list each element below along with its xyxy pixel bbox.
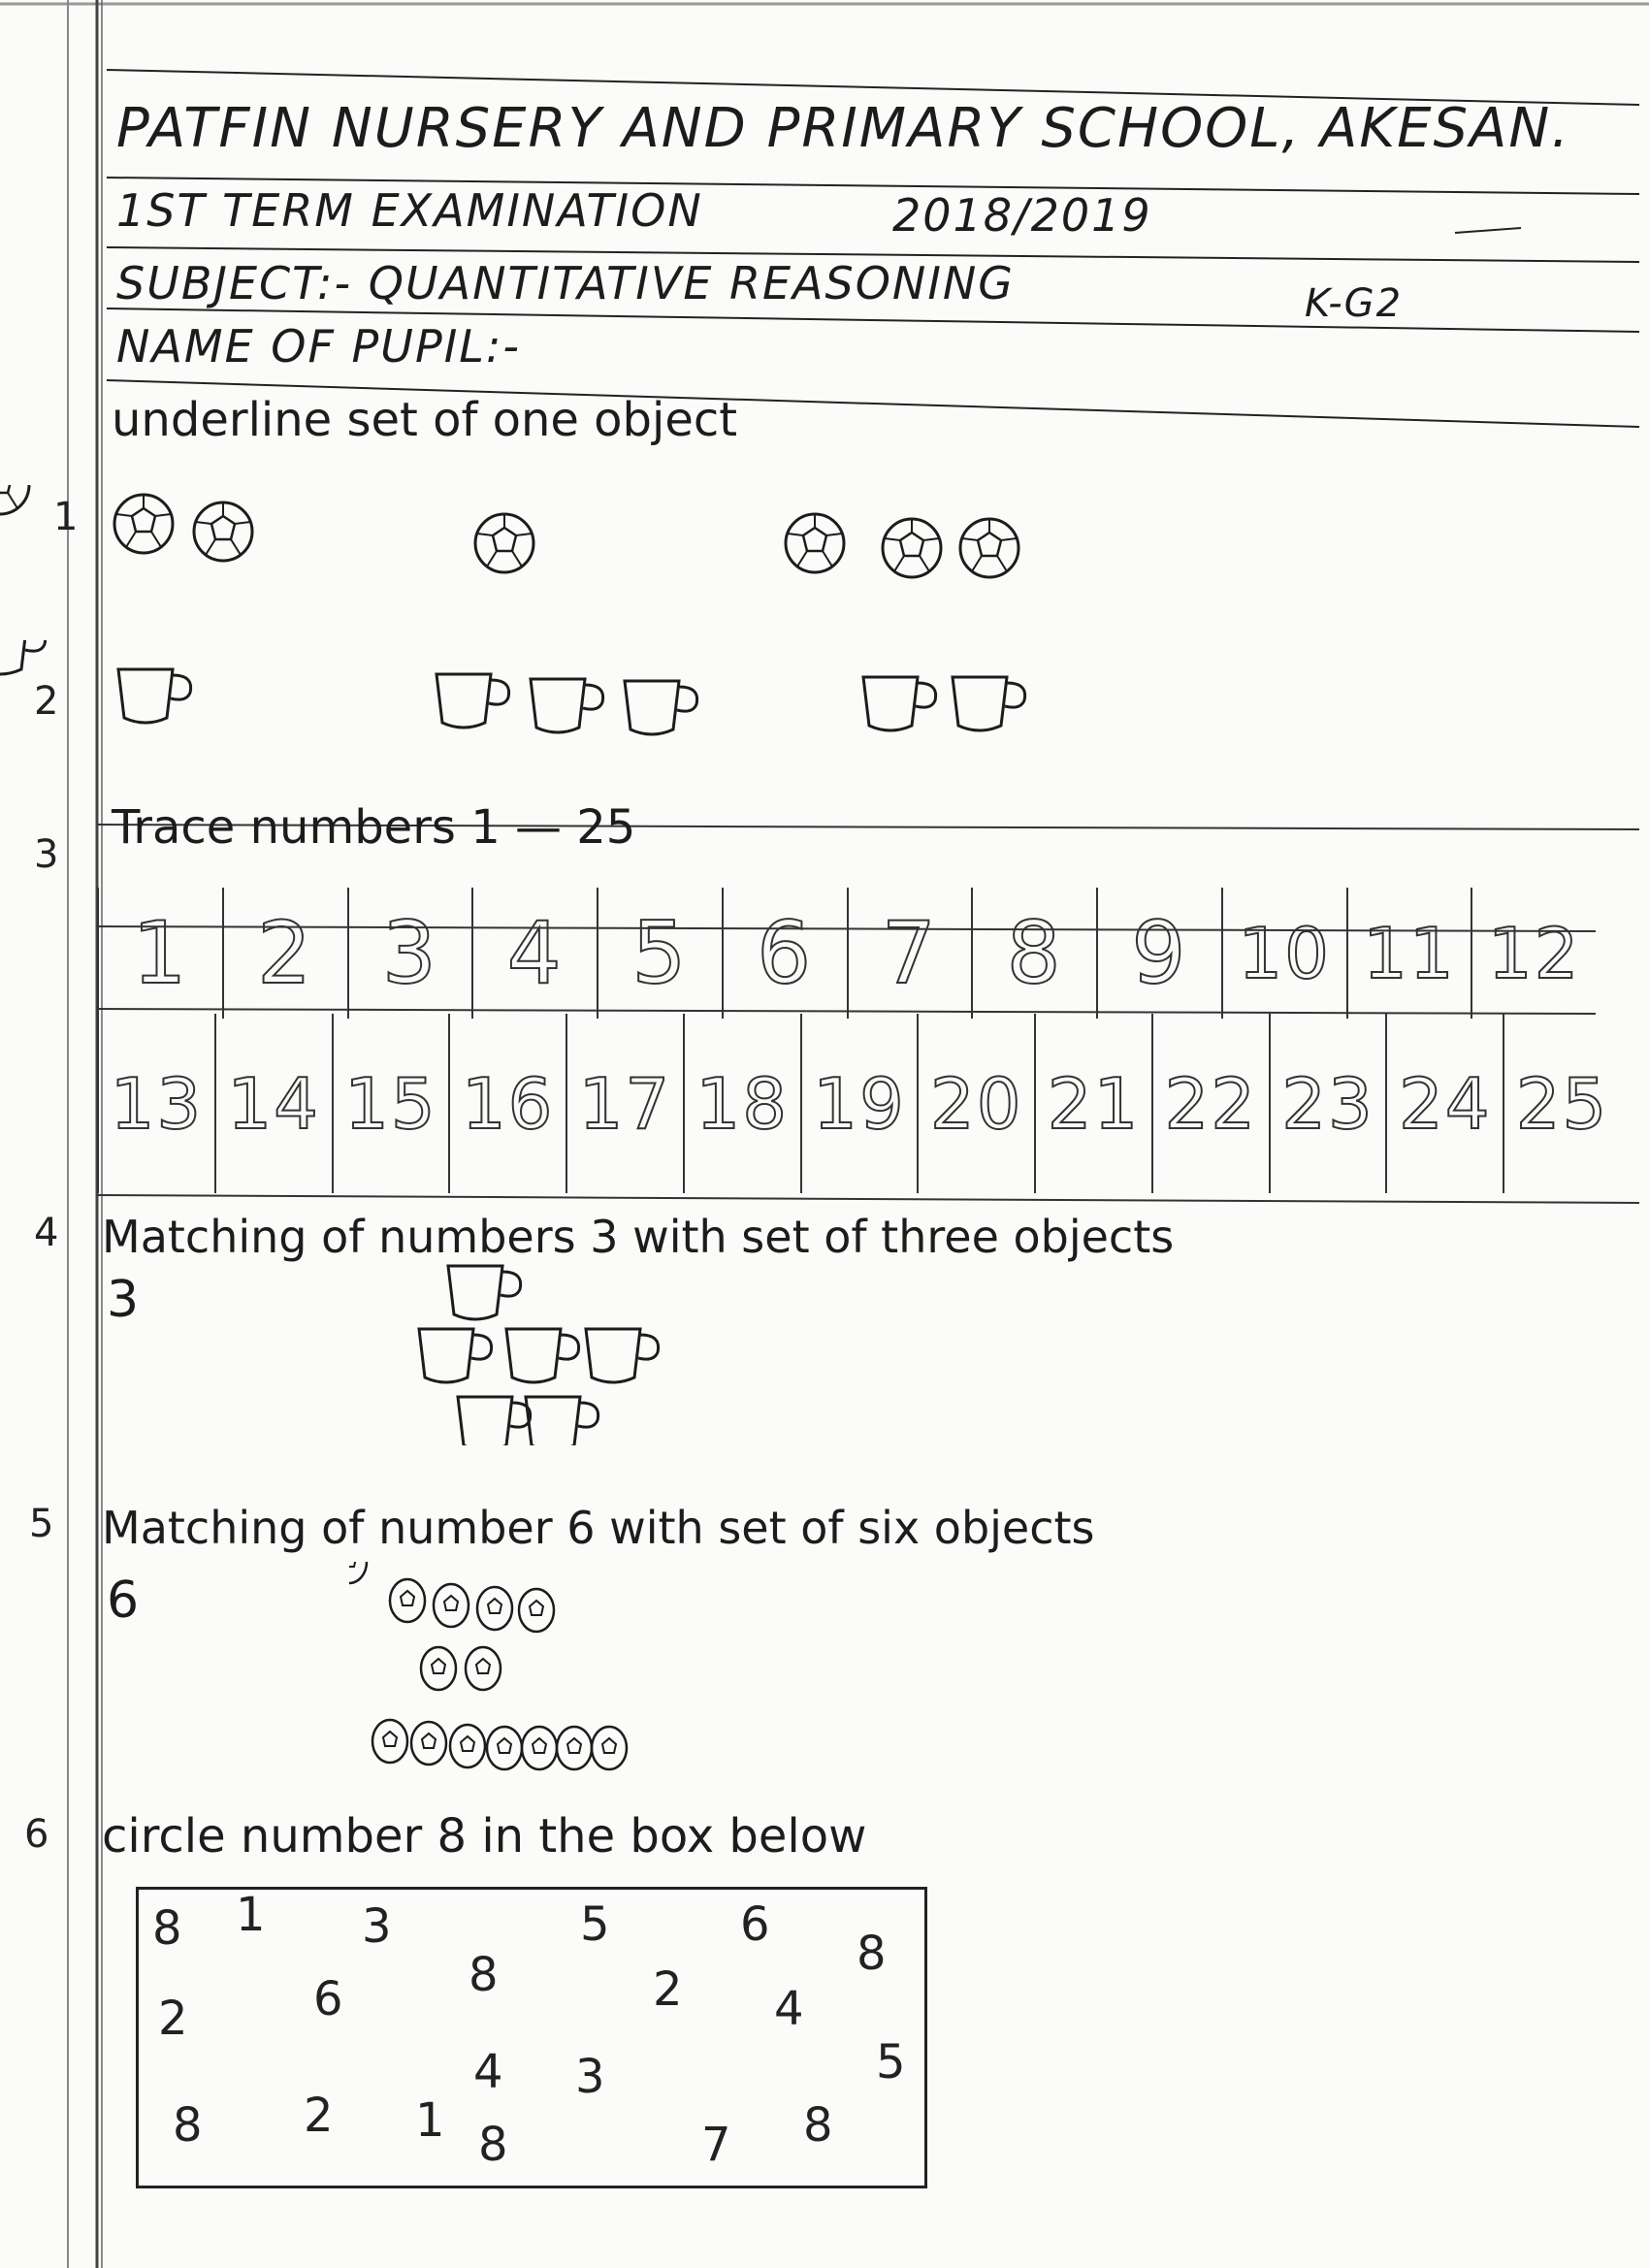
trace-cell[interactable]: 10 [1221, 888, 1346, 1019]
cup-icon [506, 1329, 579, 1382]
trace-cell[interactable]: 6 [722, 888, 847, 1019]
ball-icon [114, 495, 173, 553]
q5-balls [349, 1562, 1028, 1775]
cup-icon [531, 679, 603, 732]
numeral-3[interactable]: 3 [107, 1271, 140, 1329]
trace-instruction: Trace numbers 1 — 25 [112, 800, 636, 855]
cup-icon [436, 674, 509, 728]
trace-cell[interactable]: 23 [1269, 1014, 1386, 1193]
matching-3-instruction: Matching of numbers 3 with set of three objects [102, 1211, 1175, 1263]
trace-cell[interactable]: 16 [448, 1014, 566, 1193]
box-number[interactable]: 2 [653, 1962, 683, 2017]
exam-title: 1ST TERM EXAMINATION [116, 184, 703, 237]
question-4-number: 4 [34, 1211, 59, 1255]
q4-cups [388, 1251, 1067, 1445]
box-number[interactable]: 1 [415, 2093, 445, 2148]
small-ball-icon [390, 1579, 425, 1622]
ball-icon [194, 502, 252, 561]
trace-cell[interactable]: 18 [683, 1014, 800, 1193]
small-ball-icon [372, 1720, 407, 1763]
trace-cell[interactable]: 21 [1034, 1014, 1151, 1193]
box-number[interactable]: 1 [236, 1888, 266, 1942]
small-ball-icon [411, 1722, 446, 1765]
small-ball-icon [522, 1727, 557, 1769]
trace-cell[interactable]: 22 [1151, 1014, 1269, 1193]
cup-icon [0, 640, 46, 674]
box-number[interactable]: 7 [701, 2118, 731, 2172]
box-number[interactable]: 5 [580, 1897, 610, 1952]
box-number[interactable]: 8 [478, 2118, 508, 2172]
box-number[interactable]: 3 [575, 2050, 605, 2104]
box-number[interactable]: 8 [469, 1948, 499, 2002]
box-number[interactable]: 6 [313, 1972, 343, 2026]
cup-icon [526, 1397, 598, 1445]
ball-icon [960, 519, 1018, 577]
small-ball-icon [557, 1727, 592, 1769]
box-number[interactable]: 8 [152, 1901, 182, 1956]
trace-row-1 [97, 888, 1596, 1019]
trace-cell[interactable]: 5 [597, 888, 722, 1019]
trace-cell[interactable]: 1 [97, 888, 222, 1019]
trace-cell[interactable]: 14 [214, 1014, 332, 1193]
subject-line: SUBJECT:- QUANTITATIVE REASONING [116, 257, 1015, 309]
trace-cell[interactable]: 4 [471, 888, 597, 1019]
box-number[interactable]: 2 [158, 1992, 188, 2046]
cup-icon [448, 1266, 521, 1319]
box-number[interactable]: 8 [173, 2098, 203, 2153]
trace-cell[interactable]: 25 [1503, 1014, 1620, 1193]
box-number[interactable]: 8 [857, 1927, 887, 1981]
box-number[interactable]: 2 [304, 2089, 334, 2143]
q2-objects [0, 640, 1649, 786]
question-6-number: 6 [24, 1812, 49, 1857]
cup-icon [953, 677, 1025, 730]
matching-6-instruction: Matching of number 6 with set of six objects [102, 1502, 1095, 1554]
box-number[interactable]: 5 [876, 2035, 906, 2090]
cup-icon [118, 669, 191, 723]
trace-cell[interactable]: 17 [566, 1014, 683, 1193]
number-box [136, 1887, 927, 2188]
cup-icon [458, 1397, 531, 1445]
question-2-number: 2 [34, 679, 59, 724]
small-ball-icon [349, 1562, 367, 1583]
box-number[interactable]: 4 [774, 1982, 804, 2036]
cup-icon [586, 1329, 659, 1382]
ball-icon [883, 519, 941, 577]
class-underline [1455, 228, 1521, 233]
ball-icon [0, 485, 29, 514]
question-3-number: 3 [34, 832, 59, 877]
question-1-number: 1 [53, 495, 79, 539]
trace-cell[interactable]: 19 [800, 1014, 918, 1193]
trace-cell[interactable]: 8 [971, 888, 1096, 1019]
trace-cell[interactable]: 7 [847, 888, 972, 1019]
trace-cell[interactable]: 2 [222, 888, 347, 1019]
small-ball-icon [466, 1647, 501, 1690]
trace-cell[interactable]: 9 [1096, 888, 1221, 1019]
small-ball-icon [477, 1587, 512, 1630]
ball-icon [786, 514, 844, 572]
small-ball-icon [592, 1727, 627, 1769]
cup-icon [863, 677, 936, 730]
ball-icon [475, 514, 534, 572]
box-number[interactable]: 4 [473, 2045, 503, 2099]
small-ball-icon [519, 1589, 554, 1632]
numeral-6[interactable]: 6 [107, 1571, 140, 1630]
trace-cell[interactable]: 15 [332, 1014, 449, 1193]
box-number[interactable]: 6 [740, 1897, 770, 1952]
trace-cell[interactable]: 11 [1346, 888, 1471, 1019]
trace-cell[interactable]: 20 [917, 1014, 1034, 1193]
small-ball-icon [421, 1647, 456, 1690]
trace-row-2 [97, 1014, 1620, 1198]
box-number[interactable]: 8 [803, 2098, 833, 2153]
trace-cell[interactable]: 3 [347, 888, 472, 1019]
cup-icon [419, 1329, 492, 1382]
circle-8-instruction: circle number 8 in the box below [102, 1809, 867, 1863]
trace-cell[interactable]: 24 [1385, 1014, 1503, 1193]
small-ball-icon [450, 1725, 485, 1767]
small-ball-icon [487, 1727, 522, 1769]
cup-icon [625, 681, 697, 734]
box-number[interactable]: 3 [362, 1899, 392, 1954]
class-label: K-G2 [1305, 281, 1404, 326]
school-name: PATFIN NURSERY AND PRIMARY SCHOOL, AKESAN. [116, 97, 1571, 160]
question-5-number: 5 [29, 1502, 54, 1546]
pupil-name-label: NAME OF PUPIL:- [116, 320, 521, 373]
trace-cell[interactable]: 13 [97, 1014, 214, 1193]
trace-cell[interactable]: 12 [1471, 888, 1596, 1019]
instruction-underline: underline set of one object [112, 393, 738, 447]
small-ball-icon [434, 1584, 469, 1627]
exam-session: 2018/2019 [892, 189, 1152, 242]
